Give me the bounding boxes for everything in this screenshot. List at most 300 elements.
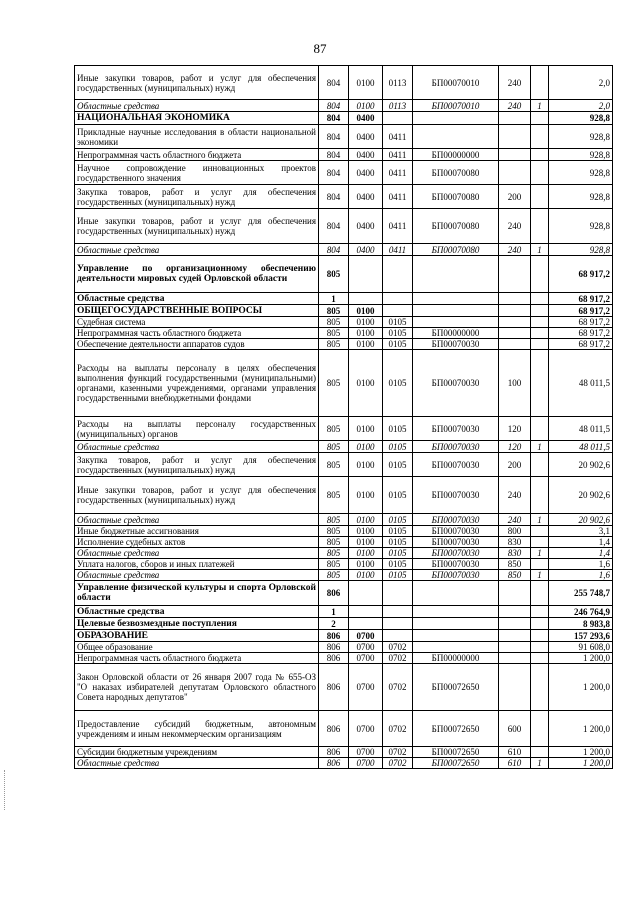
- row-code-subsection: [383, 618, 413, 630]
- row-code-target: БП00070080: [413, 161, 499, 185]
- row-name: Расходы на выплаты персоналу в целях обеспечения выполнения функций государственными (муниципальными) органами, казенными учреждениями, органами управления государственными внебюджетными фондами: [75, 350, 319, 417]
- row-amount: 2,0: [549, 66, 613, 100]
- row-code-type: [499, 642, 531, 653]
- row-code-section: 0700: [349, 642, 383, 653]
- row-code-type: [499, 305, 531, 317]
- row-code-admin: 804: [319, 112, 349, 125]
- row-code-subsection: 0702: [383, 747, 413, 758]
- row-code-source: 1: [531, 100, 549, 112]
- row-code-type: 120: [499, 441, 531, 453]
- row-amount: 928,8: [549, 112, 613, 125]
- row-code-target: БП00072650: [413, 711, 499, 747]
- row-code-source: [531, 350, 549, 417]
- row-amount: 1 200,0: [549, 747, 613, 758]
- row-amount: 8 983,8: [549, 618, 613, 630]
- table-row: [75, 317, 613, 328]
- row-code-section: 0400: [349, 149, 383, 161]
- row-amount: 1,6: [549, 559, 613, 570]
- row-code-target: [413, 581, 499, 606]
- row-code-admin: 805: [319, 350, 349, 417]
- row-code-admin: 804: [319, 161, 349, 185]
- row-name: Закон Орловской области от 26 января 2007 года № 655-ОЗ "О наказах избирателей депутатам Орловского областного Совета народных депутатов": [75, 664, 319, 711]
- row-code-admin: 806: [319, 630, 349, 642]
- row-name: Обеспечение деятельности аппаратов судов: [75, 339, 319, 350]
- table-row: [75, 125, 613, 149]
- row-code-admin: 805: [319, 537, 349, 548]
- table-row: [75, 244, 613, 256]
- table-row: [75, 293, 613, 305]
- row-code-admin: 804: [319, 149, 349, 161]
- row-code-type: 240: [499, 477, 531, 514]
- row-code-type: [499, 630, 531, 642]
- row-code-type: 240: [499, 209, 531, 244]
- row-code-subsection: [383, 305, 413, 317]
- table-row: [75, 100, 613, 112]
- row-amount: 48 011,5: [549, 417, 613, 441]
- row-code-admin: 806: [319, 642, 349, 653]
- row-code-section: 0100: [349, 100, 383, 112]
- row-code-section: 0100: [349, 328, 383, 339]
- row-code-section: 0700: [349, 664, 383, 711]
- table-row: [75, 350, 613, 417]
- row-code-source: 1: [531, 514, 549, 526]
- row-code-target: БП00070030: [413, 514, 499, 526]
- table-row: [75, 581, 613, 606]
- row-code-type: [499, 317, 531, 328]
- row-name: ОБЩЕГОСУДАРСТВЕННЫЕ ВОПРОСЫ: [75, 305, 319, 317]
- row-code-section: 0100: [349, 441, 383, 453]
- row-code-section: 0700: [349, 653, 383, 664]
- row-code-section: [349, 581, 383, 606]
- row-code-section: [349, 618, 383, 630]
- row-code-source: [531, 453, 549, 477]
- row-code-subsection: 0105: [383, 339, 413, 350]
- row-name: ОБРАЗОВАНИЕ: [75, 630, 319, 642]
- row-code-admin: 806: [319, 653, 349, 664]
- row-amount: 68 917,2: [549, 339, 613, 350]
- table-row: [75, 606, 613, 618]
- table-body: [75, 66, 613, 769]
- row-code-admin: 1: [319, 606, 349, 618]
- row-code-subsection: 0702: [383, 653, 413, 664]
- row-code-target: БП00070010: [413, 66, 499, 100]
- row-code-type: 200: [499, 453, 531, 477]
- table-row: [75, 149, 613, 161]
- row-name: Непрограммная часть областного бюджета: [75, 149, 319, 161]
- row-code-admin: 805: [319, 570, 349, 581]
- table-row: [75, 477, 613, 514]
- row-amount: 928,8: [549, 209, 613, 244]
- row-name: Прикладные научные исследования в области национальной экономики: [75, 125, 319, 149]
- row-code-subsection: 0105: [383, 570, 413, 581]
- row-amount: 157 293,6: [549, 630, 613, 642]
- row-code-admin: 806: [319, 747, 349, 758]
- table-row: [75, 653, 613, 664]
- row-code-subsection: 0105: [383, 548, 413, 559]
- row-code-type: 610: [499, 758, 531, 769]
- row-code-type: [499, 161, 531, 185]
- row-amount: 68 917,2: [549, 293, 613, 305]
- row-name: Иные закупки товаров, работ и услуг для обеспечения государственных (муниципальных) нужд: [75, 477, 319, 514]
- row-code-type: [499, 256, 531, 293]
- table-row: [75, 339, 613, 350]
- row-code-subsection: 0411: [383, 185, 413, 209]
- row-code-target: БП00070080: [413, 185, 499, 209]
- row-code-type: [499, 581, 531, 606]
- row-amount: 246 764,9: [549, 606, 613, 618]
- row-code-target: БП00072650: [413, 664, 499, 711]
- table-row: [75, 328, 613, 339]
- row-name: Иные бюджетные ассигнования: [75, 526, 319, 537]
- row-name: Непрограммная часть областного бюджета: [75, 653, 319, 664]
- row-code-admin: 806: [319, 664, 349, 711]
- table-row: [75, 630, 613, 642]
- row-amount: 20 902,6: [549, 514, 613, 526]
- row-name: Субсидии бюджетным учреждениям: [75, 747, 319, 758]
- row-code-subsection: 0411: [383, 161, 413, 185]
- row-code-subsection: 0702: [383, 642, 413, 653]
- row-code-subsection: 0702: [383, 664, 413, 711]
- row-code-target: БП00070080: [413, 209, 499, 244]
- row-amount: 1 200,0: [549, 711, 613, 747]
- row-code-type: 600: [499, 711, 531, 747]
- row-code-section: 0700: [349, 630, 383, 642]
- row-amount: 1,6: [549, 570, 613, 581]
- row-code-admin: 806: [319, 581, 349, 606]
- row-code-target: БП00070030: [413, 350, 499, 417]
- table-row: [75, 537, 613, 548]
- row-code-type: 200: [499, 185, 531, 209]
- row-code-source: [531, 747, 549, 758]
- row-code-section: 0400: [349, 112, 383, 125]
- row-code-target: БП00000000: [413, 149, 499, 161]
- row-code-target: [413, 112, 499, 125]
- row-code-subsection: 0105: [383, 526, 413, 537]
- table-row: [75, 526, 613, 537]
- table-row: [75, 664, 613, 711]
- row-name: Областные средства: [75, 514, 319, 526]
- row-name: Иные закупки товаров, работ и услуг для обеспечения государственных (муниципальных) нужд: [75, 209, 319, 244]
- row-code-target: БП00070030: [413, 548, 499, 559]
- row-code-subsection: 0411: [383, 149, 413, 161]
- row-code-section: 0400: [349, 209, 383, 244]
- row-code-type: 120: [499, 417, 531, 441]
- row-code-target: [413, 256, 499, 293]
- row-name: Непрограммная часть областного бюджета: [75, 328, 319, 339]
- row-name: Целевые безвозмездные поступления: [75, 618, 319, 630]
- row-code-section: 0100: [349, 350, 383, 417]
- row-code-source: 1: [531, 758, 549, 769]
- row-code-type: [499, 149, 531, 161]
- row-amount: 68 917,2: [549, 317, 613, 328]
- row-code-source: [531, 209, 549, 244]
- row-code-target: [413, 630, 499, 642]
- row-code-target: [413, 618, 499, 630]
- row-code-source: [531, 328, 549, 339]
- row-code-target: [413, 606, 499, 618]
- row-code-subsection: [383, 581, 413, 606]
- row-code-source: [531, 664, 549, 711]
- row-code-type: 240: [499, 514, 531, 526]
- row-code-type: 850: [499, 570, 531, 581]
- row-code-admin: 805: [319, 305, 349, 317]
- row-name: Предоставление субсидий бюджетным, автономным учреждениям и иным некоммерческим организациям: [75, 711, 319, 747]
- row-code-section: 0400: [349, 125, 383, 149]
- row-name: Закупка товаров, работ и услуг для обеспечения государственных (муниципальных) нужд: [75, 185, 319, 209]
- row-amount: 20 902,6: [549, 477, 613, 514]
- row-code-admin: 804: [319, 185, 349, 209]
- row-code-source: [531, 477, 549, 514]
- row-code-admin: 1: [319, 293, 349, 305]
- row-code-type: [499, 293, 531, 305]
- row-code-target: БП00000000: [413, 328, 499, 339]
- row-code-source: [531, 526, 549, 537]
- row-code-admin: 805: [319, 453, 349, 477]
- row-code-type: [499, 125, 531, 149]
- row-code-source: [531, 417, 549, 441]
- row-code-admin: 805: [319, 317, 349, 328]
- row-code-source: 1: [531, 548, 549, 559]
- row-code-target: [413, 317, 499, 328]
- row-code-source: [531, 559, 549, 570]
- row-code-admin: 805: [319, 559, 349, 570]
- row-amount: 68 917,2: [549, 328, 613, 339]
- row-name: Областные средства: [75, 441, 319, 453]
- row-amount: 91 608,0: [549, 642, 613, 653]
- row-code-source: [531, 537, 549, 548]
- row-amount: 20 902,6: [549, 453, 613, 477]
- row-code-admin: 804: [319, 125, 349, 149]
- row-code-source: 1: [531, 244, 549, 256]
- row-code-source: [531, 66, 549, 100]
- row-code-source: [531, 256, 549, 293]
- row-code-source: [531, 293, 549, 305]
- row-code-source: [531, 161, 549, 185]
- row-code-section: 0100: [349, 417, 383, 441]
- row-code-admin: 806: [319, 711, 349, 747]
- row-amount: 48 011,5: [549, 441, 613, 453]
- row-code-admin: 805: [319, 339, 349, 350]
- row-code-type: 800: [499, 526, 531, 537]
- row-code-target: БП00070080: [413, 244, 499, 256]
- row-amount: 68 917,2: [549, 256, 613, 293]
- row-amount: 928,8: [549, 161, 613, 185]
- row-code-subsection: [383, 256, 413, 293]
- row-code-target: БП00070030: [413, 477, 499, 514]
- row-code-subsection: 0105: [383, 417, 413, 441]
- table-row: [75, 618, 613, 630]
- row-code-source: [531, 305, 549, 317]
- row-amount: 48 011,5: [549, 350, 613, 417]
- row-name: Иные закупки товаров, работ и услуг для обеспечения государственных (муниципальных) нужд: [75, 66, 319, 100]
- row-name: Областные средства: [75, 244, 319, 256]
- table-row: [75, 747, 613, 758]
- row-code-subsection: [383, 293, 413, 305]
- row-code-section: 0100: [349, 339, 383, 350]
- row-code-subsection: 0105: [383, 317, 413, 328]
- row-code-source: [531, 606, 549, 618]
- table-row: [75, 417, 613, 441]
- row-name: Областные средства: [75, 548, 319, 559]
- row-code-subsection: 0411: [383, 125, 413, 149]
- row-code-source: [531, 618, 549, 630]
- row-code-admin: 805: [319, 328, 349, 339]
- row-code-subsection: 0113: [383, 66, 413, 100]
- row-code-subsection: [383, 606, 413, 618]
- row-code-admin: 804: [319, 244, 349, 256]
- table-row: [75, 112, 613, 125]
- row-code-target: БП00070030: [413, 441, 499, 453]
- row-code-target: БП00070030: [413, 453, 499, 477]
- row-amount: 1,4: [549, 548, 613, 559]
- row-code-target: БП00070030: [413, 339, 499, 350]
- row-amount: 1 200,0: [549, 758, 613, 769]
- row-code-type: [499, 606, 531, 618]
- row-code-section: 0100: [349, 537, 383, 548]
- margin-mark: [4, 770, 7, 810]
- row-code-subsection: 0105: [383, 441, 413, 453]
- row-code-admin: 804: [319, 66, 349, 100]
- row-code-subsection: 0411: [383, 244, 413, 256]
- row-code-type: 240: [499, 244, 531, 256]
- row-name: Областные средства: [75, 100, 319, 112]
- row-code-section: 0700: [349, 747, 383, 758]
- table-row: [75, 514, 613, 526]
- table-row: [75, 711, 613, 747]
- row-code-source: [531, 339, 549, 350]
- row-code-subsection: 0105: [383, 559, 413, 570]
- row-code-section: 0100: [349, 317, 383, 328]
- row-code-admin: 805: [319, 441, 349, 453]
- row-code-admin: 805: [319, 477, 349, 514]
- row-amount: 928,8: [549, 244, 613, 256]
- table-row: [75, 161, 613, 185]
- row-code-admin: 805: [319, 514, 349, 526]
- row-code-section: 0700: [349, 758, 383, 769]
- row-code-target: БП00070030: [413, 537, 499, 548]
- row-code-section: 0100: [349, 453, 383, 477]
- row-amount: 928,8: [549, 185, 613, 209]
- row-code-admin: 805: [319, 256, 349, 293]
- row-amount: 3,1: [549, 526, 613, 537]
- row-code-section: 0100: [349, 477, 383, 514]
- row-code-source: [531, 185, 549, 209]
- row-code-type: 240: [499, 66, 531, 100]
- row-amount: 1 200,0: [549, 664, 613, 711]
- row-code-source: [531, 630, 549, 642]
- row-code-admin: 805: [319, 526, 349, 537]
- table-row: [75, 570, 613, 581]
- row-amount: 928,8: [549, 125, 613, 149]
- row-name: Управление физической культуры и спорта Орловской области: [75, 581, 319, 606]
- row-code-source: [531, 653, 549, 664]
- row-code-source: [531, 125, 549, 149]
- row-name: НАЦИОНАЛЬНАЯ ЭКОНОМИКА: [75, 112, 319, 125]
- row-code-source: 1: [531, 570, 549, 581]
- row-code-type: [499, 664, 531, 711]
- row-code-type: 610: [499, 747, 531, 758]
- row-code-admin: 805: [319, 417, 349, 441]
- row-code-section: 0100: [349, 570, 383, 581]
- row-code-subsection: 0702: [383, 758, 413, 769]
- row-code-subsection: 0105: [383, 453, 413, 477]
- row-name: Управление по организационному обеспечению деятельности мировых судей Орловской области: [75, 256, 319, 293]
- row-code-section: 0400: [349, 244, 383, 256]
- row-code-type: [499, 339, 531, 350]
- row-name: Областные средства: [75, 293, 319, 305]
- row-code-source: [531, 317, 549, 328]
- row-code-target: [413, 293, 499, 305]
- row-code-type: 850: [499, 559, 531, 570]
- row-code-type: [499, 328, 531, 339]
- table-row: [75, 548, 613, 559]
- row-code-section: 0100: [349, 66, 383, 100]
- table-row: [75, 453, 613, 477]
- row-code-type: 830: [499, 537, 531, 548]
- table-row: [75, 209, 613, 244]
- row-code-target: БП00070030: [413, 559, 499, 570]
- table-row: [75, 559, 613, 570]
- row-code-type: 240: [499, 100, 531, 112]
- row-name: Судебная система: [75, 317, 319, 328]
- row-code-subsection: 0411: [383, 209, 413, 244]
- budget-table: [74, 65, 613, 769]
- table-row: [75, 642, 613, 653]
- row-code-subsection: 0702: [383, 711, 413, 747]
- row-code-target: [413, 642, 499, 653]
- row-code-source: [531, 642, 549, 653]
- row-amount: 2,0: [549, 100, 613, 112]
- row-code-target: БП00072650: [413, 758, 499, 769]
- row-code-source: [531, 112, 549, 125]
- row-code-type: [499, 618, 531, 630]
- row-amount: 68 917,2: [549, 305, 613, 317]
- row-code-source: [531, 581, 549, 606]
- row-code-admin: 805: [319, 548, 349, 559]
- row-code-subsection: 0113: [383, 100, 413, 112]
- row-code-section: 0100: [349, 305, 383, 317]
- table-row: [75, 758, 613, 769]
- row-amount: 928,8: [549, 149, 613, 161]
- row-code-section: [349, 256, 383, 293]
- row-name: Расходы на выплаты персоналу государственных (муниципальных) органов: [75, 417, 319, 441]
- row-code-target: БП00070030: [413, 417, 499, 441]
- row-code-subsection: 0105: [383, 514, 413, 526]
- row-code-section: 0100: [349, 548, 383, 559]
- row-code-source: [531, 711, 549, 747]
- row-name: Научное сопровождение инновационных проектов государственного значения: [75, 161, 319, 185]
- row-code-subsection: [383, 112, 413, 125]
- row-name: Областные средства: [75, 606, 319, 618]
- row-name: Областные средства: [75, 758, 319, 769]
- row-code-section: 0700: [349, 711, 383, 747]
- row-code-type: [499, 653, 531, 664]
- row-code-target: БП00070030: [413, 570, 499, 581]
- row-name: Закупка товаров, работ и услуг для обеспечения государственных (муниципальных) нужд: [75, 453, 319, 477]
- row-code-type: 100: [499, 350, 531, 417]
- row-code-subsection: 0105: [383, 350, 413, 417]
- table-row: [75, 305, 613, 317]
- row-code-admin: 806: [319, 758, 349, 769]
- row-code-section: [349, 606, 383, 618]
- row-code-subsection: 0105: [383, 328, 413, 339]
- row-code-subsection: 0105: [383, 537, 413, 548]
- row-code-section: 0100: [349, 514, 383, 526]
- row-code-target: БП00070010: [413, 100, 499, 112]
- table-row: [75, 185, 613, 209]
- row-code-admin: 2: [319, 618, 349, 630]
- row-code-section: 0100: [349, 559, 383, 570]
